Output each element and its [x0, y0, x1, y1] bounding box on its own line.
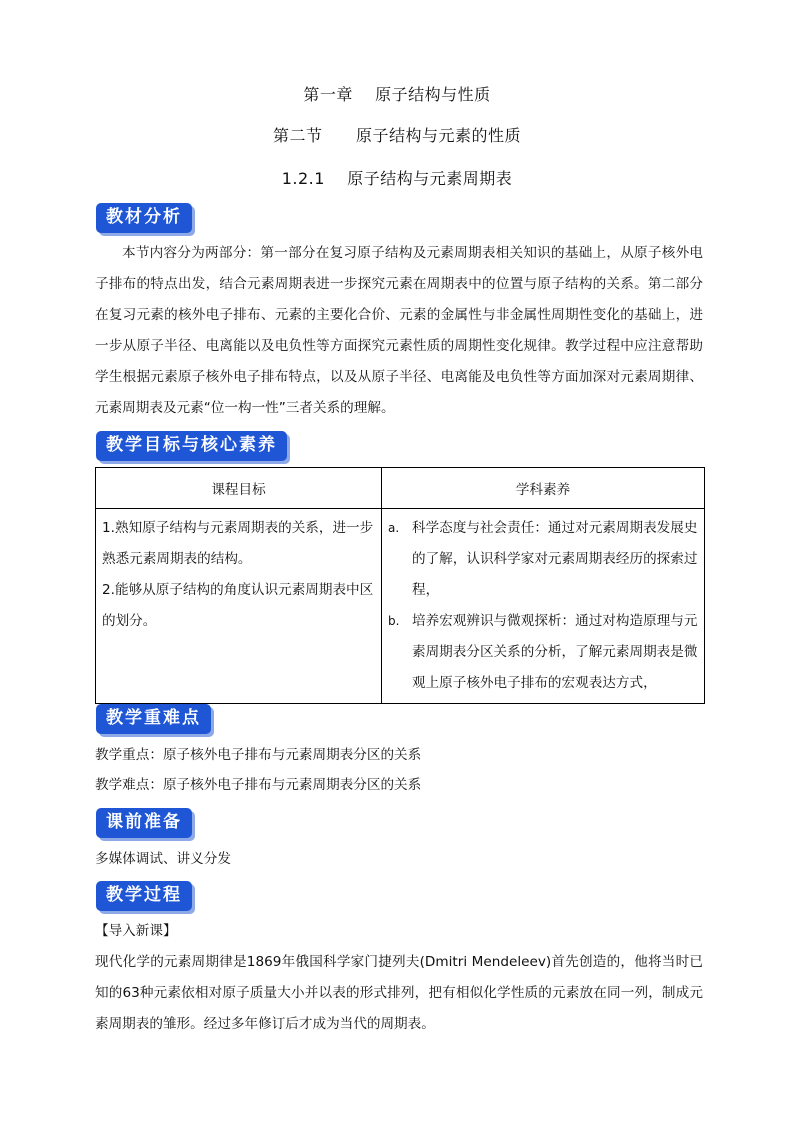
key-points-badge: 教学重难点	[96, 704, 211, 734]
goals-table	[95, 467, 705, 704]
intro-label: 【导入新课】	[95, 923, 177, 939]
key-focus: 教学重点：原子核外电子排布与元素周期表分区的关系	[95, 747, 422, 763]
literacy-cell	[382, 509, 705, 704]
goals-table-header-row	[96, 468, 705, 509]
preparation-text: 多媒体调试、讲义分发	[95, 851, 231, 867]
section-title: 第二节 原子结构与元素的性质	[272, 126, 522, 145]
course-goal-1: 1.熟知原子结构与元素周期表的关系，进一步熟悉元素周期表的结构。	[102, 520, 374, 567]
analysis-paragraph: 本节内容分为两部分：第一部分在复习原子结构及元素周期表相关知识的基础上，从原子核外电子排布的特点出发，结合元素周期表进一步探究元素在周期表中的位置与原子结构的关系。第二部分在复习元素的核外电子排布、元素的主要化合价、元素的金属性与非金属性周期性变化的基础上，进一步从原子半径、电离能以及电负性等方面探究元素性质的周期性变化规律。教学过程中应注意帮助学生根据元素原子核外电子排布特点，以及从原子半径、电离能及电负性等方面加深对元素周期律、元素周期表及元素“位一构一性”三者关系的理解。	[95, 245, 703, 416]
literacy-item-a	[388, 513, 698, 606]
literacy-text: 科学态度与社会责任：通过对元素周期表发展史的了解，认识科学家对元素周期表经历的探索过程，	[412, 520, 698, 598]
key-difficulty: 教学难点：原子核外电子排布与元素周期表分区的关系	[95, 777, 422, 793]
lesson-title: 1.2.1 原子结构与元素周期表	[281, 169, 513, 188]
course-goal-2: 2.能够从原子结构的角度认识元素周期表中区的划分。	[102, 582, 374, 629]
literacy-marker: b.	[388, 614, 400, 628]
analysis-badge: 教材分析	[96, 203, 192, 233]
goals-table-row	[96, 509, 705, 704]
preparation-badge: 课前准备	[96, 808, 192, 838]
chapter-title: 第一章 原子结构与性质	[303, 85, 491, 104]
intro-paragraph: 现代化学的元素周期律是1869年俄国科学家门捷列夫(Dmitri Mendeleev)首先创造的，他将当时已知的63种元素依相对原子质量大小并以表的形式排列，把有相似化学性质的元素放在同一列，制成元素周期表的雏形。经过多年修订后才成为当代的周期表。	[95, 954, 703, 1032]
goals-badge: 教学目标与核心素养	[96, 431, 287, 461]
goals-col2-header: 学科素养	[382, 468, 705, 509]
literacy-marker: a.	[388, 521, 400, 535]
process-badge: 教学过程	[96, 881, 192, 911]
literacy-item-b	[388, 606, 698, 699]
goals-col1-header: 课程目标	[96, 468, 382, 509]
literacy-text: 培养宏观辨识与微观探析：通过对构造原理与元素周期表分区关系的分析，了解元素周期表是微观上原子核外电子排布的宏观表达方式，	[412, 613, 698, 691]
course-goals-cell	[96, 509, 382, 704]
